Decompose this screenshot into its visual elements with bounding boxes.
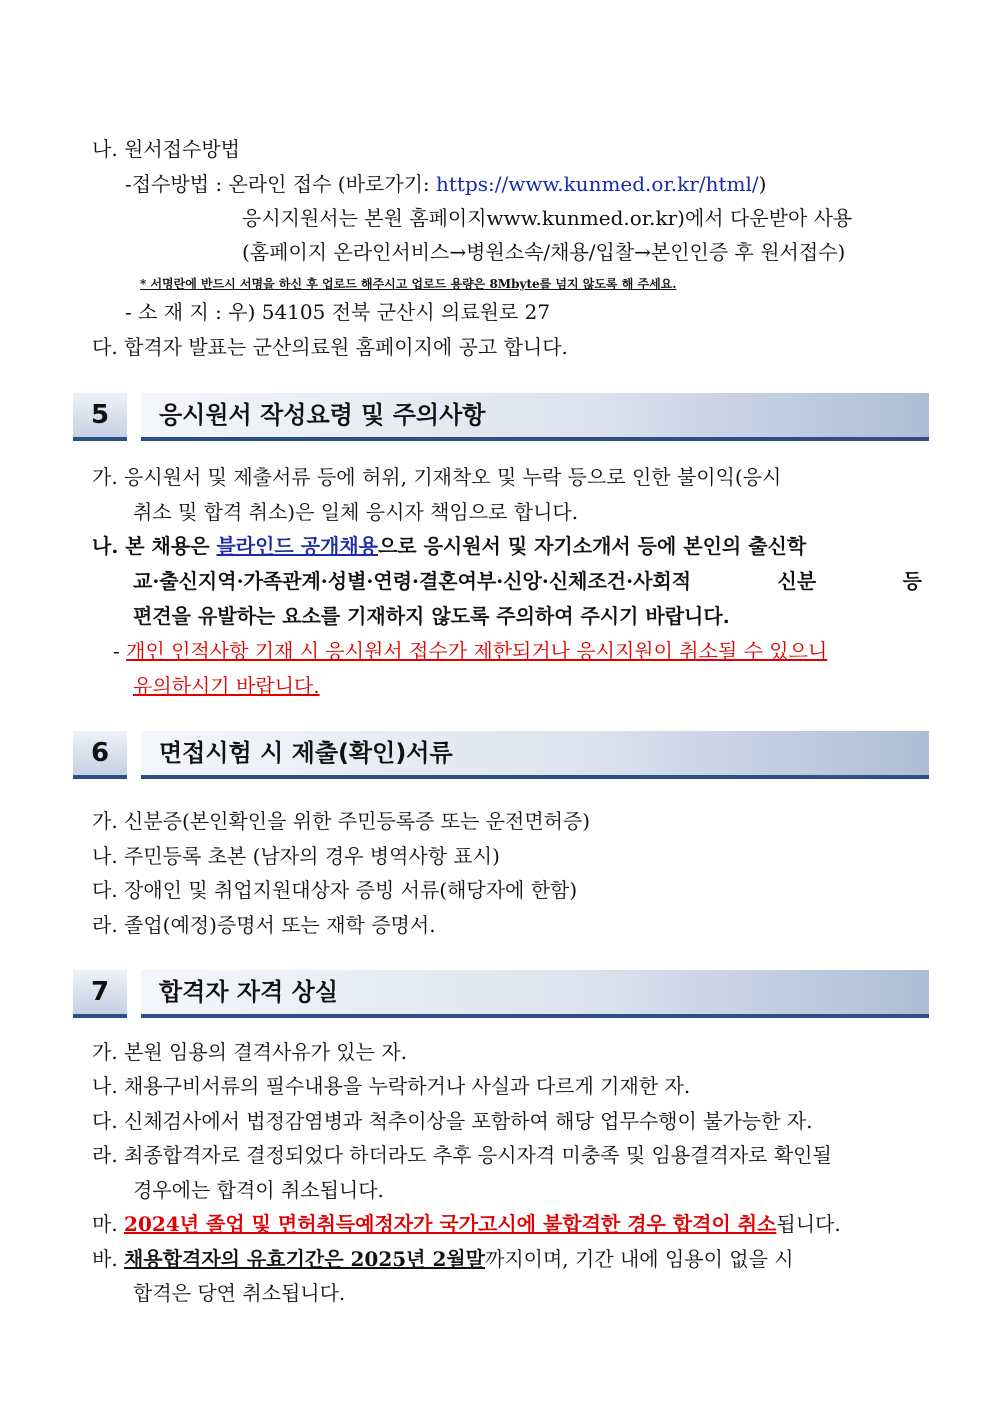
warning-text: 개인 인적사항 기재 시 응시원서 접수가 제한되거나 응시지원이 취소될 수 있으니 xyxy=(126,639,828,663)
list-item: 가. 신분증(본인확인을 위한 주민등록증 또는 운전면허증) xyxy=(92,809,591,833)
s5-warning-line1 xyxy=(113,638,827,664)
section-title: 면접시험 시 제출(확인)서류 xyxy=(159,739,453,767)
list-item: 라. 졸업(예정)증명서 또는 재학 증명서. xyxy=(92,913,436,937)
s7-item-ma xyxy=(92,1211,841,1237)
s7-item-na: 나. 채용구비서류의 필수내용을 누락하거나 사실과 다르게 기재한 자. xyxy=(92,1074,691,1098)
list-item: 나. 주민등록 초본 (남자의 경우 병역사항 표시) xyxy=(92,844,500,868)
s7-item-ra-line1: 라. 최종합격자로 결정되었다 하더라도 추후 응시자격 미충족 및 임용결격자로 확인될 xyxy=(92,1143,832,1167)
warning-dash: - xyxy=(113,639,120,663)
section-7-header xyxy=(73,970,929,1018)
apply-method-text: -접수방법 : 온라인 접수 (바로가기: xyxy=(125,172,436,196)
section-number: 6 xyxy=(73,731,127,779)
announcement-line: 다. 합격자 발표는 군산의료원 홈페이지에 공고 합니다. xyxy=(92,335,568,359)
apply-method-line xyxy=(125,171,766,197)
homepage-link[interactable]: https://www.kunmed.or.kr/html/ xyxy=(435,172,759,196)
section-number: 5 xyxy=(73,393,127,441)
section-title: 응시원서 작성요령 및 주의사항 xyxy=(159,401,486,429)
s5-item-na-line3: 편견을 유발하는 요소를 기재하지 않도록 주의하여 주시기 바랍니다. xyxy=(133,604,730,628)
list-item: 다. 장애인 및 취업지원대상자 증빙 서류(해당자에 한함) xyxy=(92,878,578,902)
s5-na-prefix: 나. 본 채용은 xyxy=(92,534,217,558)
s7-item-ba-line1 xyxy=(92,1246,794,1272)
s5-item-na-line1 xyxy=(92,533,922,559)
blind-hiring-link: 블라인드 공개채용 xyxy=(216,534,378,558)
s7-item-ga: 가. 본원 임용의 결격사유가 있는 자. xyxy=(92,1040,407,1064)
s5-item-na-line2: 교·출신지역·가족관계·성별·연령·결혼여부·신앙·신체조건·사회적 신분 등 xyxy=(133,569,922,593)
address-line: - 소 재 지 : 우) 54105 전북 군산시 의료원로 27 xyxy=(125,300,551,324)
apply-path-info: (홈페이지 온라인서비스→병원소속/채용/입찰→본인인증 후 원서접수) xyxy=(242,240,846,264)
section-number: 7 xyxy=(73,970,127,1018)
s7-ma-suffix: 됩니다. xyxy=(776,1212,841,1236)
s7-item-ra-line2: 경우에는 합격이 취소됩니다. xyxy=(133,1178,384,1202)
section-title-bar xyxy=(141,393,929,441)
s5-warning-line2: 유의하시기 바랍니다. xyxy=(133,674,320,698)
s7-item-ba-line2: 합격은 당연 취소됩니다. xyxy=(133,1281,346,1305)
section-title: 합격자 자격 상실 xyxy=(159,978,338,1006)
apply-method-suffix: ) xyxy=(758,172,767,196)
s5-item-ga-line2: 취소 및 합격 취소)은 일체 응시자 책임으로 합니다. xyxy=(133,500,579,524)
apply-method-heading: 나. 원서접수방법 xyxy=(92,137,240,161)
download-info: 응시지원서는 본원 홈페이지www.kunmed.or.kr)에서 다운받아 사용 xyxy=(242,206,853,230)
section-5-header xyxy=(73,393,929,441)
s7-item-da: 다. 신체검사에서 법정감염병과 척추이상을 포함하여 해당 업무수행이 불가능한 자. xyxy=(92,1109,813,1133)
section-6-header xyxy=(73,731,929,779)
s7-ba-prefix: 바. xyxy=(92,1247,125,1271)
s7-ma-highlight: 2024년 졸업 및 면허취득예정자가 국가고시에 불합격한 경우 합격이 취소 xyxy=(124,1212,777,1236)
s5-item-ga-line1: 가. 응시원서 및 제출서류 등에 허위, 기재착오 및 누락 등으로 인한 불이익(응시 xyxy=(92,465,782,489)
s5-na-rest: 으로 응시원서 및 자기소개서 등에 본인의 출신학 xyxy=(377,534,807,558)
s7-ba-suffix: 까지이며, 기간 내에 임용이 없을 시 xyxy=(485,1247,794,1271)
section-title-bar xyxy=(141,731,929,779)
signature-note: * 서명란에 반드시 서명을 하신 후 업로드 해주시고 업로드 용량은 8Mbyte를 넘지 않도록 해 주세요. xyxy=(140,277,677,291)
s7-ma-prefix: 마. xyxy=(92,1212,125,1236)
section-title-bar xyxy=(141,970,929,1018)
s7-ba-highlight: 채용합격자의 유효기간은 2025년 2월말 xyxy=(124,1247,485,1271)
